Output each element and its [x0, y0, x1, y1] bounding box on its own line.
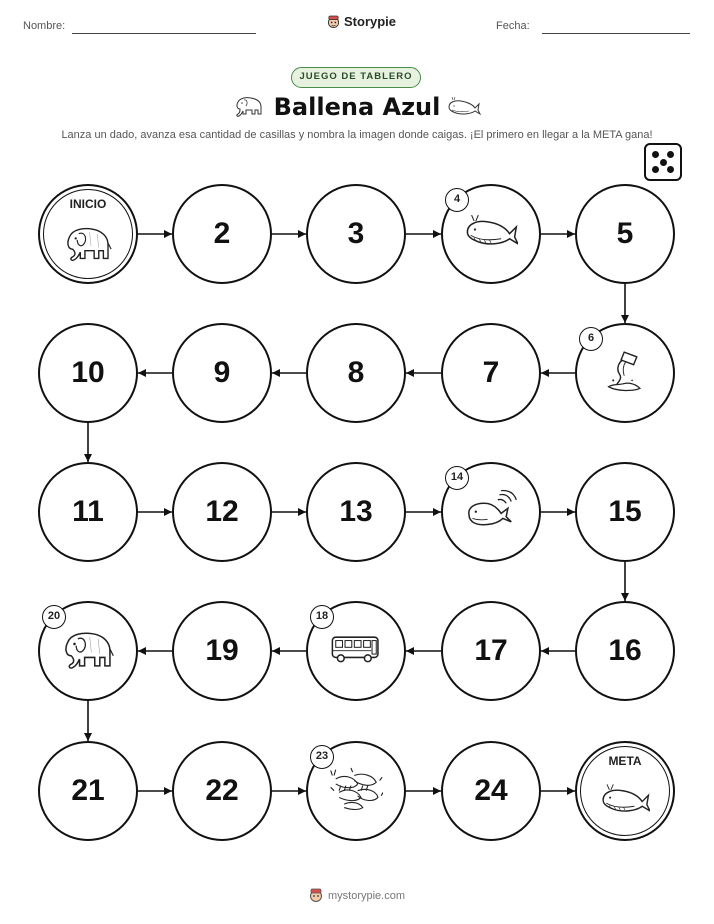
arrow-head — [567, 508, 575, 516]
arrow-head — [298, 508, 306, 516]
arrow-head — [138, 647, 146, 655]
elephant-icon — [61, 627, 115, 676]
space-number: 22 — [205, 774, 239, 807]
space-22[interactable] — [172, 741, 272, 841]
space-18[interactable] — [306, 601, 406, 701]
blue-whale-icon — [600, 758, 650, 825]
space-number: 10 — [71, 356, 105, 389]
arrow-head — [164, 787, 172, 795]
space-number: 17 — [474, 634, 508, 667]
space-8[interactable] — [306, 323, 406, 423]
instructions-text: Lanza un dado, avanza esa cantidad de casillas y nombra la imagen donde caigas. ¡El primero en llegar a la META gana! — [61, 129, 653, 141]
space-number: 2 — [213, 217, 231, 250]
space-number: 24 — [474, 774, 508, 807]
arrow-head — [541, 369, 549, 377]
space-19[interactable] — [172, 601, 272, 701]
space-12[interactable] — [172, 462, 272, 562]
space-number-badge: 14 — [445, 466, 469, 490]
arrow-head — [138, 369, 146, 377]
space-number-badge: 4 — [445, 188, 469, 212]
space-inicio[interactable] — [38, 184, 138, 284]
space-20[interactable] — [38, 601, 138, 701]
space-number-badge: 20 — [42, 605, 66, 629]
space-2[interactable] — [172, 184, 272, 284]
bus-icon — [329, 627, 383, 676]
space-number: 19 — [205, 634, 239, 667]
arrow-head — [541, 647, 549, 655]
whale-song-icon — [464, 488, 518, 537]
water-pouring-icon — [598, 349, 652, 398]
game-type-badge: JUEGO DE TABLERO — [291, 67, 421, 88]
space-number: 7 — [482, 356, 500, 389]
space-7[interactable] — [441, 323, 541, 423]
storypie-footer-icon — [309, 888, 323, 903]
arrow-head — [433, 787, 441, 795]
krill-icon — [329, 767, 383, 816]
space-number: 16 — [608, 634, 642, 667]
arrow-head — [567, 787, 575, 795]
arrow-head — [272, 647, 280, 655]
space-16[interactable] — [575, 601, 675, 701]
space-3[interactable] — [306, 184, 406, 284]
arrow-head — [298, 787, 306, 795]
space-6[interactable] — [575, 323, 675, 423]
space-5[interactable] — [575, 184, 675, 284]
space-4[interactable] — [441, 184, 541, 284]
space-number: 15 — [608, 495, 642, 528]
arrow-head — [164, 508, 172, 516]
space-number: 3 — [347, 217, 365, 250]
arrow-head — [164, 230, 172, 238]
space-number-badge: 18 — [310, 605, 334, 629]
footer — [0, 888, 714, 903]
brand-name: Storypie — [344, 14, 397, 29]
space-number: 5 — [616, 217, 634, 250]
space-number: 13 — [339, 495, 373, 528]
footer-url[interactable]: mystorypie.com — [327, 889, 406, 902]
blue-whale-icon — [464, 210, 518, 259]
page-title: Ballena Azul — [273, 93, 441, 121]
space-14[interactable] — [441, 462, 541, 562]
date-label: Fecha: — [496, 20, 530, 32]
space-24[interactable] — [441, 741, 541, 841]
space-23[interactable] — [306, 741, 406, 841]
space-13[interactable] — [306, 462, 406, 562]
space-number: 12 — [205, 495, 239, 528]
elephant-icon — [63, 201, 113, 268]
arrow-head — [406, 647, 414, 655]
space-15[interactable] — [575, 462, 675, 562]
space-number: 9 — [213, 356, 231, 389]
space-label: INICIO — [69, 197, 107, 211]
arrow-head — [621, 593, 629, 601]
arrow-head — [433, 508, 441, 516]
space-21[interactable] — [38, 741, 138, 841]
space-number: 11 — [72, 495, 104, 528]
arrow-head — [84, 733, 92, 741]
arrow-head — [433, 230, 441, 238]
space-number: 21 — [71, 774, 105, 807]
arrow-head — [298, 230, 306, 238]
space-9[interactable] — [172, 323, 272, 423]
arrow-head — [567, 230, 575, 238]
arrow-head — [84, 454, 92, 462]
space-10[interactable] — [38, 323, 138, 423]
space-label: META — [608, 754, 642, 768]
arrow-head — [272, 369, 280, 377]
name-label: Nombre: — [23, 20, 66, 32]
space-17[interactable] — [441, 601, 541, 701]
arrow-head — [406, 369, 414, 377]
space-11[interactable] — [38, 462, 138, 562]
arrow-head — [621, 315, 629, 323]
space-number-badge: 23 — [310, 745, 334, 769]
space-number-badge: 6 — [579, 327, 603, 351]
space-number: 8 — [347, 356, 365, 389]
space-meta[interactable] — [575, 741, 675, 841]
